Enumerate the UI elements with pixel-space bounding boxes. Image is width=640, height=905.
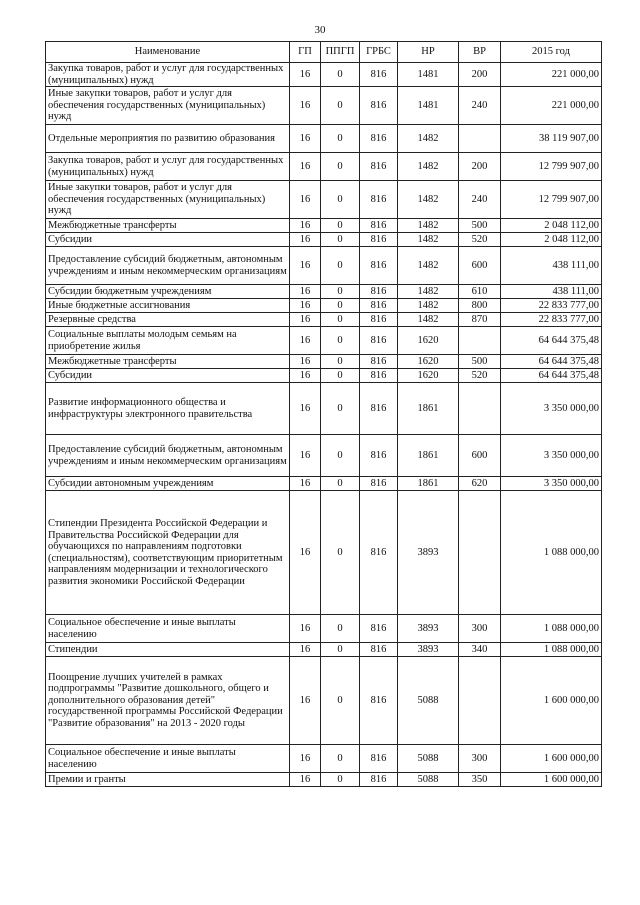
row-nr: 1482 (398, 247, 459, 285)
row-gp: 16 (290, 125, 321, 153)
table-row (46, 181, 602, 219)
row-name: Социальное обеспечение и иные выплаты населению (46, 615, 290, 643)
row-grbs: 816 (360, 247, 398, 285)
row-gp: 16 (290, 491, 321, 615)
row-sum: 1 600 000,00 (501, 657, 602, 745)
row-name: Закупка товаров, работ и услуг для государственных (муниципальных) нужд (46, 63, 290, 87)
row-grbs: 816 (360, 153, 398, 181)
row-ppgp: 0 (321, 63, 360, 87)
row-sum: 3 350 000,00 (501, 435, 602, 477)
row-ppgp: 0 (321, 181, 360, 219)
row-gp: 16 (290, 313, 321, 327)
row-grbs: 816 (360, 435, 398, 477)
row-grbs: 816 (360, 643, 398, 657)
row-vr: 620 (459, 477, 501, 491)
row-sum: 64 644 375,48 (501, 355, 602, 369)
row-sum: 3 350 000,00 (501, 383, 602, 435)
row-vr (459, 657, 501, 745)
row-sum: 64 644 375,48 (501, 369, 602, 383)
row-name: Субсидии (46, 369, 290, 383)
row-nr: 1482 (398, 219, 459, 233)
table-row (46, 773, 602, 787)
row-vr: 610 (459, 285, 501, 299)
row-ppgp: 0 (321, 285, 360, 299)
header-vr: ВР (459, 42, 501, 63)
row-grbs: 816 (360, 615, 398, 643)
row-gp: 16 (290, 219, 321, 233)
row-name: Социальные выплаты молодым семьям на приобретение жилья (46, 327, 290, 355)
row-sum: 12 799 907,00 (501, 181, 602, 219)
table-row (46, 87, 602, 125)
row-grbs: 816 (360, 355, 398, 369)
row-grbs: 816 (360, 233, 398, 247)
row-sum: 2 048 112,00 (501, 233, 602, 247)
table-row (46, 355, 602, 369)
row-ppgp: 0 (321, 233, 360, 247)
row-ppgp: 0 (321, 299, 360, 313)
row-vr (459, 327, 501, 355)
row-sum: 1 088 000,00 (501, 615, 602, 643)
table-row (46, 657, 602, 745)
row-gp: 16 (290, 435, 321, 477)
row-gp: 16 (290, 615, 321, 643)
table-row (46, 327, 602, 355)
row-vr: 520 (459, 233, 501, 247)
row-name: Субсидии бюджетным учреждениям (46, 285, 290, 299)
row-vr (459, 383, 501, 435)
row-name: Межбюджетные трансферты (46, 219, 290, 233)
row-grbs: 816 (360, 491, 398, 615)
table-row (46, 233, 602, 247)
row-nr: 1481 (398, 63, 459, 87)
row-vr: 600 (459, 435, 501, 477)
row-name: Межбюджетные трансферты (46, 355, 290, 369)
row-nr: 1620 (398, 369, 459, 383)
row-ppgp: 0 (321, 435, 360, 477)
table-row (46, 63, 602, 87)
row-sum: 22 833 777,00 (501, 299, 602, 313)
row-ppgp: 0 (321, 219, 360, 233)
row-name: Предоставление субсидий бюджетным, автономным учреждениям и иным некоммерческим организациям (46, 247, 290, 285)
header-year: 2015 год (501, 42, 602, 63)
row-nr: 3893 (398, 491, 459, 615)
table-row (46, 435, 602, 477)
row-name: Закупка товаров, работ и услуг для государственных (муниципальных) нужд (46, 153, 290, 181)
row-grbs: 816 (360, 125, 398, 153)
row-name: Развитие информационного общества и инфраструктуры электронного правительства (46, 383, 290, 435)
row-vr: 800 (459, 299, 501, 313)
row-name: Поощрение лучших учителей в рамках подпрограммы "Развитие дошкольного, общего и дополнительного образования детей" государственной программы Российской Федерации "Развитие образования" на 2013 - 2020 годы (46, 657, 290, 745)
row-gp: 16 (290, 773, 321, 787)
row-gp: 16 (290, 355, 321, 369)
row-ppgp: 0 (321, 643, 360, 657)
row-name: Предоставление субсидий бюджетным, автономным учреждениям и иным некоммерческим организациям (46, 435, 290, 477)
row-ppgp: 0 (321, 327, 360, 355)
row-vr: 340 (459, 643, 501, 657)
table-body (46, 63, 602, 787)
row-sum: 221 000,00 (501, 63, 602, 87)
header-grbs: ГРБС (360, 42, 398, 63)
row-vr: 300 (459, 615, 501, 643)
row-nr: 5088 (398, 745, 459, 773)
page-number: 30 (314, 24, 326, 36)
row-gp: 16 (290, 643, 321, 657)
row-nr: 3893 (398, 643, 459, 657)
row-ppgp: 0 (321, 477, 360, 491)
row-nr: 1620 (398, 355, 459, 369)
row-sum: 22 833 777,00 (501, 313, 602, 327)
row-vr (459, 491, 501, 615)
table-row (46, 615, 602, 643)
row-gp: 16 (290, 383, 321, 435)
row-nr: 1482 (398, 125, 459, 153)
row-gp: 16 (290, 87, 321, 125)
row-sum: 2 048 112,00 (501, 219, 602, 233)
row-ppgp: 0 (321, 383, 360, 435)
header-gp: ГП (290, 42, 321, 63)
row-gp: 16 (290, 247, 321, 285)
table-row (46, 383, 602, 435)
row-ppgp: 0 (321, 355, 360, 369)
row-sum: 221 000,00 (501, 87, 602, 125)
row-nr: 1482 (398, 233, 459, 247)
row-nr: 5088 (398, 773, 459, 787)
row-grbs: 816 (360, 327, 398, 355)
table-row (46, 247, 602, 285)
row-grbs: 816 (360, 657, 398, 745)
row-vr: 300 (459, 745, 501, 773)
row-gp: 16 (290, 285, 321, 299)
row-gp: 16 (290, 745, 321, 773)
table-row (46, 299, 602, 313)
row-ppgp: 0 (321, 153, 360, 181)
row-vr (459, 125, 501, 153)
row-ppgp: 0 (321, 125, 360, 153)
row-ppgp: 0 (321, 615, 360, 643)
row-grbs: 816 (360, 773, 398, 787)
row-nr: 5088 (398, 657, 459, 745)
row-grbs: 816 (360, 181, 398, 219)
row-nr: 1482 (398, 299, 459, 313)
row-gp: 16 (290, 477, 321, 491)
row-sum: 12 799 907,00 (501, 153, 602, 181)
row-nr: 1481 (398, 87, 459, 125)
row-ppgp: 0 (321, 491, 360, 615)
row-vr: 520 (459, 369, 501, 383)
row-name: Резервные средства (46, 313, 290, 327)
row-vr: 500 (459, 355, 501, 369)
row-nr: 1482 (398, 285, 459, 299)
row-sum: 438 111,00 (501, 247, 602, 285)
header-nr: НР (398, 42, 459, 63)
row-gp: 16 (290, 299, 321, 313)
row-ppgp: 0 (321, 247, 360, 285)
row-ppgp: 0 (321, 773, 360, 787)
row-nr: 1861 (398, 435, 459, 477)
row-vr: 870 (459, 313, 501, 327)
row-name: Субсидии автономным учреждениям (46, 477, 290, 491)
row-vr: 200 (459, 153, 501, 181)
row-vr: 200 (459, 63, 501, 87)
row-grbs: 816 (360, 219, 398, 233)
row-vr: 500 (459, 219, 501, 233)
row-ppgp: 0 (321, 745, 360, 773)
table-row (46, 285, 602, 299)
row-gp: 16 (290, 233, 321, 247)
table-row (46, 745, 602, 773)
row-sum: 438 111,00 (501, 285, 602, 299)
row-gp: 16 (290, 153, 321, 181)
row-grbs: 816 (360, 285, 398, 299)
budget-table (45, 41, 602, 787)
row-sum: 64 644 375,48 (501, 327, 602, 355)
table-row (46, 477, 602, 491)
row-nr: 1861 (398, 477, 459, 491)
row-gp: 16 (290, 181, 321, 219)
table-row (46, 219, 602, 233)
row-sum: 1 088 000,00 (501, 491, 602, 615)
table-row (46, 491, 602, 615)
row-nr: 1620 (398, 327, 459, 355)
row-name: Иные закупки товаров, работ и услуг для обеспечения государственных (муниципальных) нужд (46, 87, 290, 125)
row-gp: 16 (290, 369, 321, 383)
row-ppgp: 0 (321, 87, 360, 125)
row-sum: 1 600 000,00 (501, 745, 602, 773)
table-row (46, 153, 602, 181)
header-ppgp: ППГП (321, 42, 360, 63)
row-grbs: 816 (360, 369, 398, 383)
table-row (46, 125, 602, 153)
header-name: Наименование (46, 42, 290, 63)
row-ppgp: 0 (321, 657, 360, 745)
row-gp: 16 (290, 657, 321, 745)
row-nr: 1482 (398, 313, 459, 327)
row-nr: 1861 (398, 383, 459, 435)
row-name: Иные бюджетные ассигнования (46, 299, 290, 313)
row-grbs: 816 (360, 383, 398, 435)
row-sum: 38 119 907,00 (501, 125, 602, 153)
row-vr: 240 (459, 181, 501, 219)
row-nr: 1482 (398, 153, 459, 181)
row-grbs: 816 (360, 313, 398, 327)
row-name: Субсидии (46, 233, 290, 247)
table-row (46, 313, 602, 327)
row-name: Социальное обеспечение и иные выплаты населению (46, 745, 290, 773)
row-vr: 600 (459, 247, 501, 285)
row-ppgp: 0 (321, 313, 360, 327)
row-grbs: 816 (360, 63, 398, 87)
row-grbs: 816 (360, 745, 398, 773)
row-sum: 3 350 000,00 (501, 477, 602, 491)
table-header-row (46, 42, 602, 63)
row-name: Стипендии Президента Российской Федерации и Правительства Российской Федерации для обучающихся по направлениям подготовки (специальностям), соответствующим приоритетным направлениям модернизации и технологического развития экономики Российской Федерации (46, 491, 290, 615)
row-grbs: 816 (360, 87, 398, 125)
row-sum: 1 600 000,00 (501, 773, 602, 787)
row-gp: 16 (290, 63, 321, 87)
row-name: Премии и гранты (46, 773, 290, 787)
row-gp: 16 (290, 327, 321, 355)
row-sum: 1 088 000,00 (501, 643, 602, 657)
row-grbs: 816 (360, 299, 398, 313)
row-ppgp: 0 (321, 369, 360, 383)
row-vr: 350 (459, 773, 501, 787)
row-name: Иные закупки товаров, работ и услуг для обеспечения государственных (муниципальных) нужд (46, 181, 290, 219)
row-name: Отдельные мероприятия по развитию образования (46, 125, 290, 153)
row-nr: 3893 (398, 615, 459, 643)
row-vr: 240 (459, 87, 501, 125)
row-nr: 1482 (398, 181, 459, 219)
table-row (46, 369, 602, 383)
row-grbs: 816 (360, 477, 398, 491)
row-name: Стипендии (46, 643, 290, 657)
table-row (46, 643, 602, 657)
